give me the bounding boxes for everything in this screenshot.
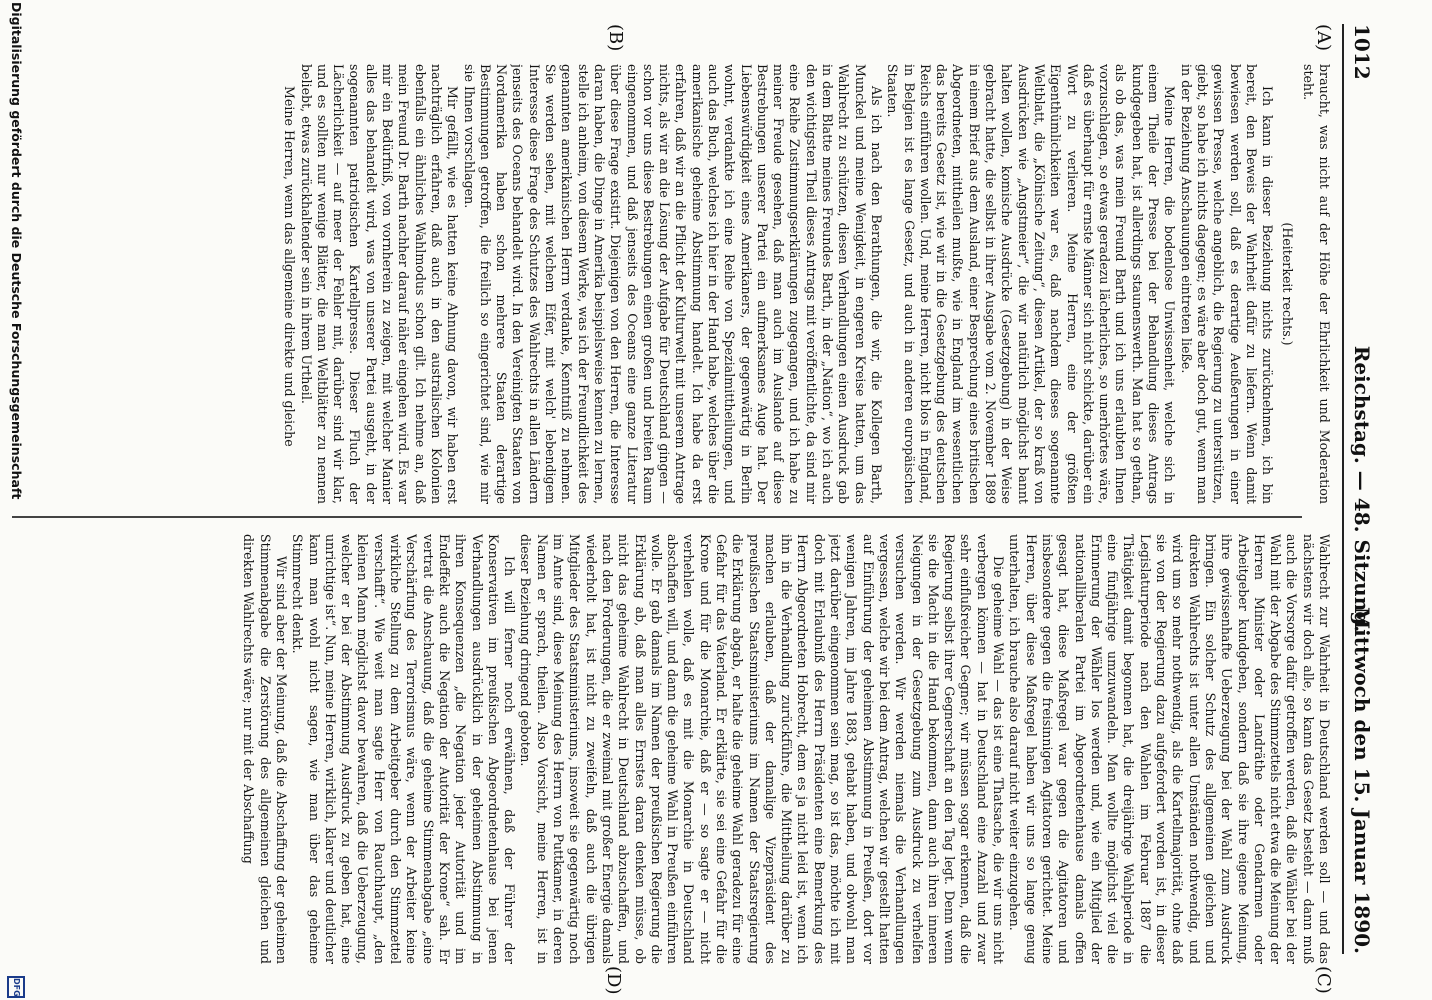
column-divider [12, 516, 1302, 518]
page-title: Reichstag. — 48. Sitzung. [1350, 345, 1374, 633]
margin-marker-a: (A) [1313, 24, 1334, 52]
funding-notice: Digitalisierung gefördert durch die Deutsche Forschungsgemeinschaft [9, 2, 24, 500]
page-number: 1012 [1350, 24, 1374, 80]
dfg-logo: DFG [7, 976, 25, 998]
page-header [1342, 24, 1380, 954]
paragraph: Als ich nach den Berathungen, die wir, die Kollegen Barth, Munckel und meine Wenigkeit, in engeren Kreise hatten, um das Wahlrecht zu schützen, diesen Verhandlungen einen Ausdruck gab in dem Blatte meines Freundes Barth, in der „Nation“, wo ich auch den wichtigsten Theil dieses Antrags mit veröffentlichte, da sind mir eine Reihe Zustimmungserklärungen zugegangen, und ich habe zu meiner Freude gesehen, daß man auch im Auslande auf diese Bestrebungen unserer Partei ein aufmerksames Auge hat. Der Liebenswürdigkeit eines Amerikaners, der gegenwärtig in Berlin wohnt, verdankte ich eine Reihe von Spezialmittheilungen, und auch das Buch, welches ich hier in der Hand habe, welches über die amerikanische geheime Abstimmung handelt. Ich habe da erst erfahren, daß wir an die Pflicht der Kulturwelt mit unserem Antrage nichts, als wir an die Lösung der Aufgabe für Deutschland gingen — schon vor uns diese Bestrebungen einen großen und breiten Raum eingenommen, und daß jenseits des Oceans eine ganze Literatur über diese Frage existirt. Diejenigen von den Herren, die Interesse daran haben, die Dinge in Amerika beispielsweise kennen zu lernen, stelle ich anheim, von diesem Werke, was ich der Freundlichkeit des genannten amerikanischen Herrn verdanke, Kenntniß zu nehmen. Sie werden sehen, mit welchem Eifer, mit welch' lebendigem Interesse diese Frage des Schutzes des Wahlrechts in allen Ländern jenseits des Oceans behandelt wird. In den Vereinigten Staaten von Nordamerika haben schon mehrere Staaten derartige Bestimmungen getroffen, die freilich so eingerichtet sind, wie mir sie Ihnen vorschlagen. [461, 64, 884, 504]
paragraph: braucht, was nicht auf der Höhe der Ehrlichkeit und Moderation steht. [1300, 64, 1332, 504]
paragraph: Meine Herren, die bodenlose Unwissenheit, welche sich in einem Theile der Presse bei der Behandlung dieses Antrags kundgegeben hat, ist allerdings staunenswerth. Man hat so gethan, als ob das, was mein Freund Barth und ich uns erlaubten Ihnen vorzuschlagen, so etwas geradezu lächerliches, so unerhörtes wäre, daß es überhaupt für ernste Männer sich nicht schickte, darüber ein Wort zu verlieren. Meine Herren, eine der größten Eigenthümlichkeiten war es, daß nachdem dieses sogenannte Weltblatt, die „Kölnische Zeitung“, diesen Artikel, der so kraß von Ausdrücken wie „Angstmeier“, die wir natürlich möglichst bannt halten wollen, komische Ausdrücke (Gesetzgebung) in der Weise gebracht hatte, die selbst in ihrer Ausgabe vom 2. November 1889 in einem Brief aus dem Ausland, einer Besprechung eines britischen Abgeordneten, mittheilen mußte, wie in England im wesentlichen das bereits Gesetz ist, wie wir in die Gesetzgebung des deutschen Reichs einführen wollen. Und, meine Herren, nicht blos in England, in Belgien ist es lange Gesetz, und auch in anderen europäischen Staaten. [885, 64, 1178, 504]
margin-marker-d: (D) [603, 966, 624, 995]
right-column [32, 534, 1332, 964]
stage-direction: (Heiterkeit rechts.) [1280, 222, 1296, 346]
session-date: Mittwoch den 15. Januar 1890. [1350, 606, 1374, 954]
left-column [32, 64, 1332, 504]
paragraph: Ich kann in dieser Beziehung nichts zurücknehmen, ich bin bereit, den Beweis der Wahrheit dafür zu liefern. Wenn damit bewiesen werden soll, daß es derartige Aeußerungen in einer gewissen Presse, welche angeblich, die Regierung zu unterstützen, giebt, so habe ich nichts dagegen; es wäre aber doch gut, wenn man in der Beziehung Anschauungen eintreten ließe. [1178, 64, 1276, 504]
paragraph: Mir gefällt, wie es hatten keine Ahnung davon, wir haben erst nachträglich erfahren, daß auch in den australischen Kolonien ebenfalls ein ähnliches Wahlmodus schon gilt. Ich nehme an, daß mein Freund Dr. Barth nachher darauf näher eingehen wird. Es war mir ein Bedürfniß, von vornherein zu zeigen, mit welcher Manier alles das behandelt wird, was von unserer Partei ausgeht, in der sogenannten patriotischen Kartellpresse. Dieser Fluch der Lächerlichkeit — auf meer der Fehler mit, darüber sind wir klar, und es sollten nur wenige Blätter, die man Weltblätter zu nennen beliebt, etwas zurückhaltender sein in ihrem Urtheil. [298, 64, 461, 504]
paragraph: Wahlrecht zur Wahrheit in Deutschland werden soll — und das nächstens wir doch alle, so kann das Gesetz besteht — dann muß auch die Vorsorge dafür getroffen werden, daß die Wähler bei der Wahl mit der Abgabe des Stimmzettels nicht etwa die Meinung der Herren Minister oder Landräthe oder Gendarmen oder Arbeitgeber kundgeben, sondern daß sie ihre eigene Meinung, ihre gewissenhafte Ueberzeugung bei der Wahl zum Ausdruck bringen. Ein solcher Schutz des allgemeinen gleichen und direkten Wahlrechts ist unter allen Umständen nothwendig, und wird um so mehr nothwendig, als die Kartellmajorität, ohne daß sie von der Regierung dazu aufgefordert worden ist, in dieser Legislaturperiode nach den Wahlen im Februar 1887 die Thätigkeit damit begonnen hat, die dreijährige Wahlperiode in eine fünfjährige umzuwandeln. Man wollte möglichst viel die Erinnerung der Wähler los werden und, wie ein Mitglied der nationalliberalen Partei im Abgeordnetenhause damals offen gesagt hat, diese Maßregel war gegen die Agitatoren und insbesondere gegen die freisinnigen Agitatoren gerichtet. Meine Herren, über diese Maßregel haben wir uns so lange genug unterhalten, ich brauche also darauf nicht weiter einzugehen. [1007, 534, 1332, 964]
page-footer [4, 0, 26, 1000]
margin-marker-b: (B) [605, 24, 626, 52]
paragraph: Ich will ferner noch erwähnen, daß der Führer der Konservativen im preußischen Abgeordnetenhause bei jenen Verhandlungen ausdrücklich in der geheimen Abstimmung in ihren Konsequenzen „die Negation jeder Autorität und im Endeffekt auch die Negation der Autorität der Krone“ sah. Er vertrat die Anschauung, daß die geheime Stimmenabgabe „eine Verschärfung des Terrorismus wäre, wenn der Arbeiter keine wirkliche Stellung zu dem Arbeitgeber durch den Stimmzettel verschafft“. Wie weit man sagte Herr von Rauchhaupt, „den kleinen Mann möglichst davor bewahren, daß die Ueberzeugung, welcher er bei der Abstimmung Ausdruck zu geben hat, eine unrichtige ist“. Nun, meine Herren, wirklich, klarer und deutlicher kann man wohl nicht sagen, wie man über das geheime Stimmrecht denkt. [290, 534, 518, 964]
margin-marker-c: (C) [1313, 966, 1334, 994]
paragraph: Die geheime Wahl — das ist eine Thatsache, die wir uns nicht verbergen können — hat in Deutschland eine Anzahl und zwar sehr einflußreicher Gegner; wir müssen sogar erkennen, daß die Regierung selbst ihrer Gegnerschaft an den Tag legt. Denn wenn sie die Macht in die Hand bekommen, dann auch ihren inneren Neigungen in der Gesetzgebung zum Ausdruck zu verhelfen versuchen werden. Wir werden niemals die Verhandlungen vergessen, welche wir bei dem Antrag, welchen wir gestellt hatten auf Einführung der geheimen Abstimmung in Preußen, dort vor wenigen Jahren, im Jahre 1883, gehabt haben, und obwohl man jetzt darüber eingenommen sein mag, so ist das, möchte ich mit doch mit Erlaubniß des Herrn Präsidenten eine Bemerkung des Herrn Abgeordneten Hobrecht, dem es ja nicht leid ist, wenn ich ihn in die Verhandlung zurückführe, die Mittheilung darüber zu machen erlauben, daß der damalige Vizepräsident des preußischen Staatsministeriums im Namen der Staatsregierung die Erklärung abgab, er halte die geheime Wahl geradezu für eine Gefahr für das Vaterland. Er erklärte, sie sei eine Gefahr für die Krone und für die Monarchie, daß er — so sagte er — nicht verhehlen wolle, daß es mit die Monarchie in Deutschland abschaffen will, und dann die geheime Wahl in Preußen einführen wolle. Er gab damals im Namen der preußischen Regierung die Erklärung ab, daß man alles Ernstes daran denken müsse, ob nicht das geheime Wahlrecht in Deutschland abzuschaffen, und nach den Forderungen, die er zweimal mit großer Energie damals wiederholt hat, ist nicht zu zweifeln, daß auch die übrigen Mitglieder des Staatsministeriums, insoweit sie gegenwärtig noch im Amte sind, diese Meinung des Herrn von Puttkamer, in deren Namen er sprach, theilen. Also Vorsicht, meine Herren, ist in dieser Beziehung dringend geboten. [518, 534, 1007, 964]
paragraph: Wir sind aber der Meinung, daß die Abschaffung der geheimen Stimmenabgabe die Zerstörung des allgemeinen gleichen und direkten Wahlrechts wäre; nur mit der Abschaffung [241, 534, 289, 964]
paragraph: Meine Herren, wenn das allgemeine direkte und gleiche [282, 86, 298, 447]
